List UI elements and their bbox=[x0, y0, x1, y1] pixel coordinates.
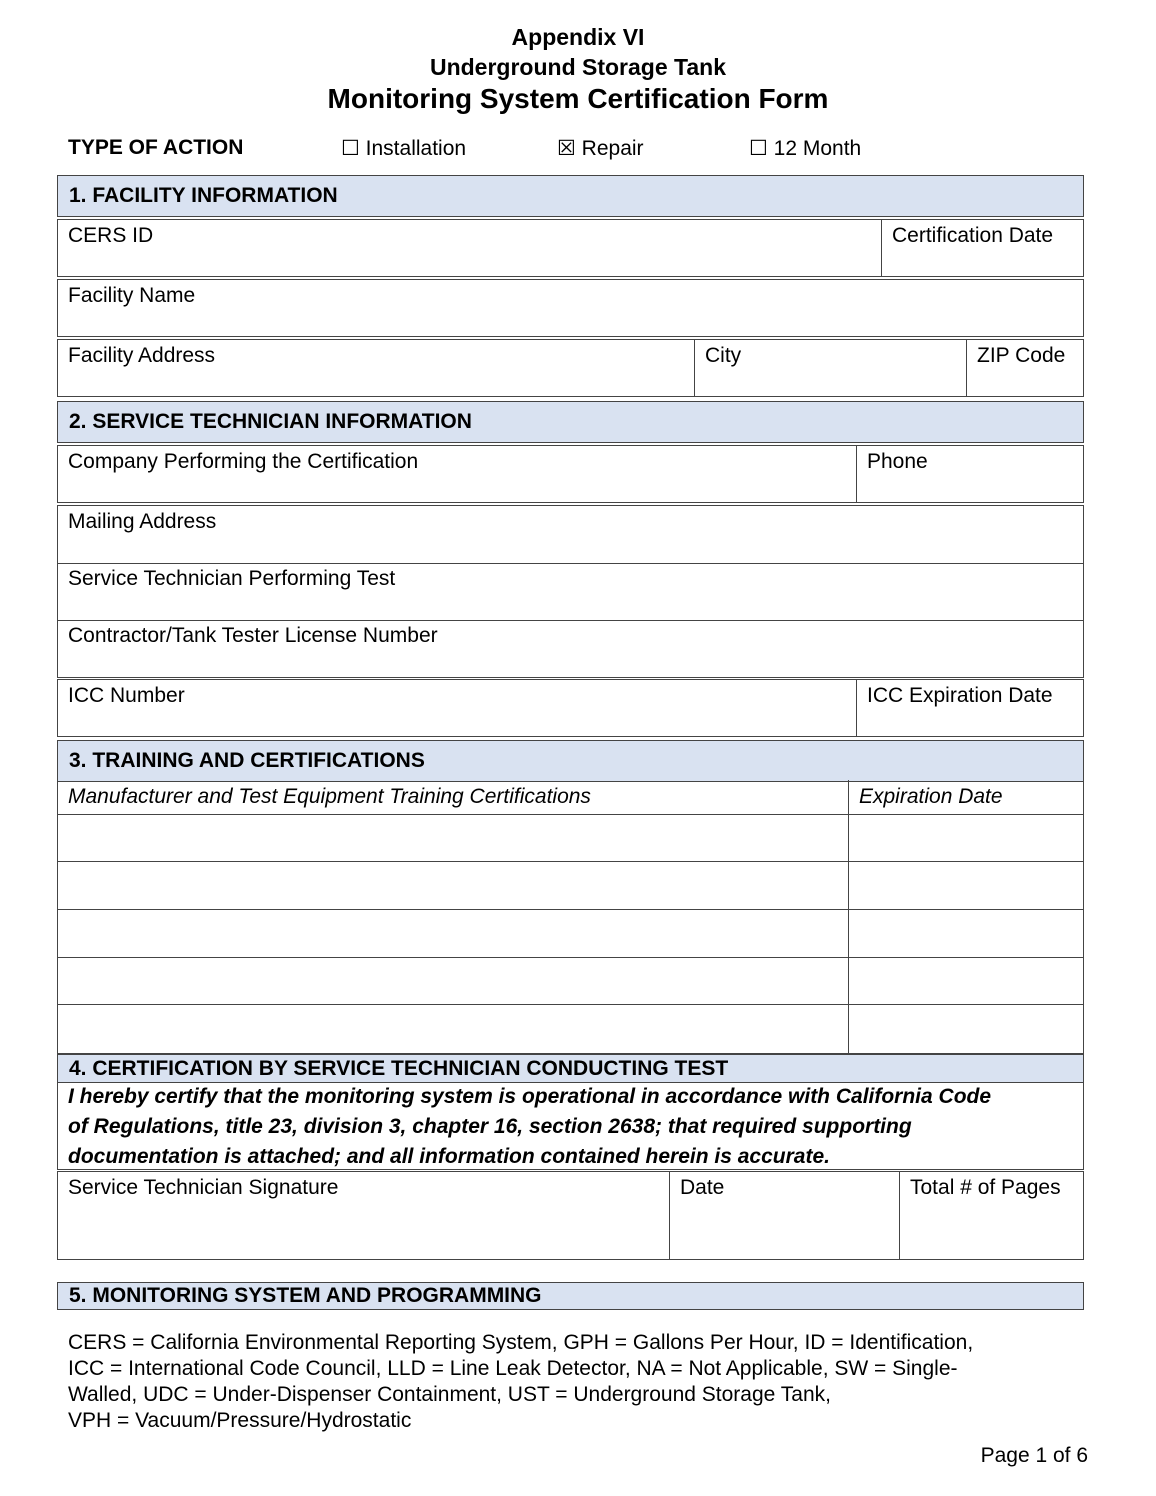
col-header-exp: Expiration Date bbox=[848, 780, 1083, 814]
address-row bbox=[57, 339, 1084, 397]
total-pages-label: Total # of Pages bbox=[910, 1176, 1061, 1199]
training-table bbox=[57, 780, 1084, 1054]
unchecked-box-icon: ☐ bbox=[749, 137, 768, 160]
form-subtitle: Underground Storage Tank bbox=[429, 54, 727, 80]
date-field[interactable] bbox=[669, 1172, 899, 1259]
repair-label: Repair bbox=[581, 137, 644, 160]
city-field[interactable] bbox=[694, 340, 966, 396]
technician-label: Service Technician Performing Test bbox=[68, 567, 396, 590]
city-label: City bbox=[705, 344, 742, 367]
section-3-header: 3. TRAINING AND CERTIFICATIONS bbox=[57, 740, 1084, 782]
certification-statement: I hereby certify that the monitoring system is operational in accordance with California Code of Regulations, title 23, division 3, chapter 16, section 2638; that required supporting documentation is attached; and all information contained herein is accurate. bbox=[68, 1085, 992, 1168]
icc-expiration-field[interactable] bbox=[856, 680, 1083, 736]
zip-code-label: ZIP Code bbox=[977, 344, 1066, 367]
license-field[interactable] bbox=[58, 620, 1083, 677]
facility-name-row bbox=[57, 279, 1084, 337]
exp-cell[interactable] bbox=[848, 1004, 1083, 1053]
exp-cell[interactable] bbox=[848, 861, 1083, 909]
cert-cell[interactable] bbox=[58, 1004, 848, 1053]
company-row bbox=[57, 445, 1084, 503]
signature-label: Service Technician Signature bbox=[68, 1176, 339, 1199]
installation-label: Installation bbox=[365, 137, 467, 160]
signature-field[interactable] bbox=[58, 1172, 669, 1259]
repair-checkbox[interactable] bbox=[557, 136, 644, 161]
phone-field[interactable] bbox=[856, 446, 1083, 502]
facility-name-label: Facility Name bbox=[68, 284, 196, 307]
cert-cell[interactable] bbox=[58, 814, 848, 861]
12-month-label: 12 Month bbox=[773, 137, 862, 160]
section-1-header: 1. FACILITY INFORMATION bbox=[57, 175, 1084, 217]
zip-code-field[interactable] bbox=[966, 340, 1083, 396]
date-label: Date bbox=[680, 1176, 725, 1199]
icc-row bbox=[57, 679, 1084, 737]
type-of-action-label: TYPE OF ACTION bbox=[68, 136, 244, 159]
section-5-header: 5. MONITORING SYSTEM AND PROGRAMMING bbox=[57, 1282, 1084, 1310]
mailing-address-field[interactable] bbox=[58, 506, 1083, 563]
company-field[interactable] bbox=[58, 446, 856, 502]
installation-checkbox[interactable] bbox=[341, 136, 466, 161]
facility-address-label: Facility Address bbox=[68, 344, 216, 367]
col-header-cert: Manufacturer and Test Equipment Training Certifications bbox=[68, 785, 591, 808]
abbreviation-legend: CERS = California Environmental Reporting System, GPH = Gallons Per Hour, ID = Identification, ICC = International Code Council, LLD = Line Leak Detector, NA = Not Applicable, SW = Single- Walled, UDC = Under-Dispenser Containment, UST = Underground Storage Tank, VPH = Vacuum/Pressure/Hydrostatic bbox=[68, 1331, 974, 1432]
exp-cell[interactable] bbox=[848, 814, 1083, 861]
cers-id-row bbox=[57, 219, 1084, 277]
appendix-title: Appendix VI bbox=[511, 24, 645, 50]
cers-id-label: CERS ID bbox=[68, 224, 154, 247]
icc-expiration-label: ICC Expiration Date bbox=[867, 684, 1053, 707]
facility-address-field[interactable] bbox=[58, 340, 694, 396]
facility-name-field[interactable] bbox=[58, 280, 1083, 336]
cert-cell[interactable] bbox=[58, 909, 848, 957]
cers-id-field[interactable] bbox=[58, 220, 881, 276]
mailing-address-label: Mailing Address bbox=[68, 510, 217, 533]
page-number: Page 1 of 6 bbox=[980, 1444, 1088, 1467]
icc-number-label: ICC Number bbox=[68, 684, 185, 707]
license-label: Contractor/Tank Tester License Number bbox=[68, 624, 438, 647]
total-pages-field[interactable] bbox=[899, 1172, 1083, 1259]
cert-cell[interactable] bbox=[58, 957, 848, 1004]
exp-cell[interactable] bbox=[848, 909, 1083, 957]
form-title: Monitoring System Certification Form bbox=[327, 83, 829, 114]
certification-date-field[interactable] bbox=[881, 220, 1083, 276]
signature-row bbox=[57, 1171, 1084, 1260]
cert-cell[interactable] bbox=[58, 861, 848, 909]
technician-block bbox=[57, 505, 1084, 678]
technician-field[interactable] bbox=[58, 563, 1083, 620]
company-label: Company Performing the Certification bbox=[68, 450, 419, 473]
section-2-header: 2. SERVICE TECHNICIAN INFORMATION bbox=[57, 401, 1084, 443]
phone-label: Phone bbox=[867, 450, 928, 473]
certification-date-label: Certification Date bbox=[892, 224, 1054, 247]
checked-box-icon: ☒ bbox=[557, 137, 576, 160]
12-month-checkbox[interactable] bbox=[749, 136, 861, 161]
unchecked-box-icon: ☐ bbox=[341, 137, 360, 160]
section-4-header: 4. CERTIFICATION BY SERVICE TECHNICIAN CONDUCTING TEST bbox=[57, 1054, 1084, 1083]
exp-cell[interactable] bbox=[848, 957, 1083, 1004]
icc-number-field[interactable] bbox=[58, 680, 856, 736]
